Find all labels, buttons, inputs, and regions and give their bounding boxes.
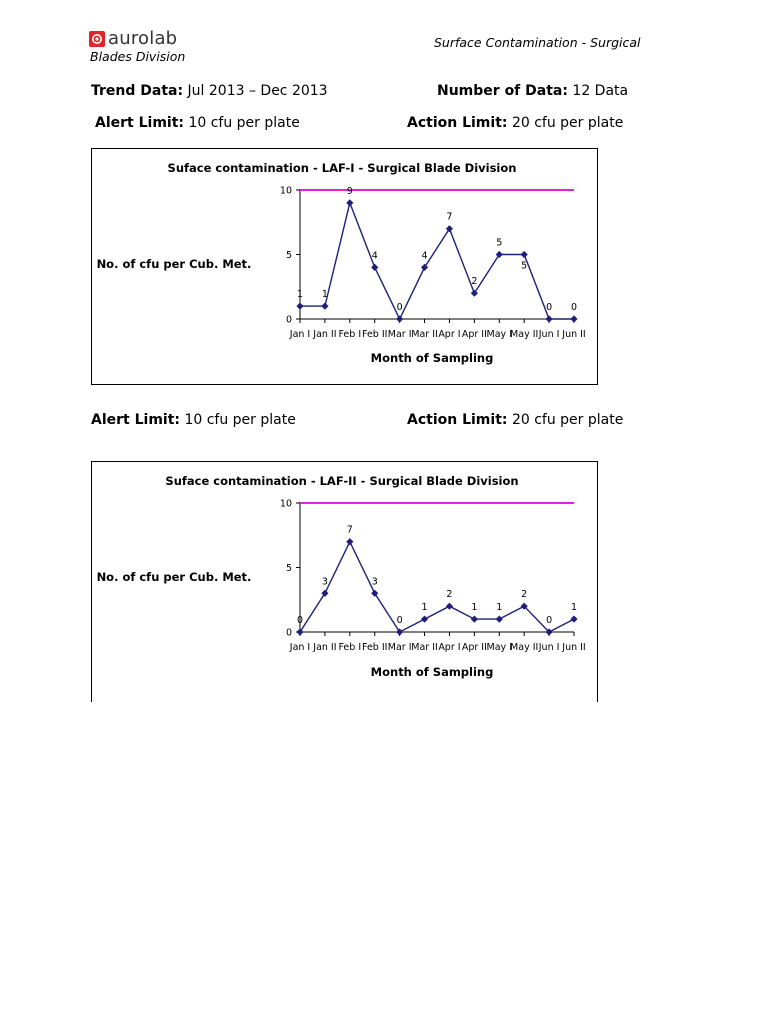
number-of-data-label: Number of Data: [437,83,568,99]
data-label: 0 [546,615,553,626]
x-tick-label: Feb II [362,642,388,653]
data-label: 4 [421,250,428,262]
data-point [496,616,503,623]
data-label: 0 [570,302,578,313]
data-point [296,628,303,635]
x-tick-label: Mar I [387,329,412,340]
y-tick-label: 10 [279,498,292,510]
x-tick-label: Jan II [313,329,337,340]
x-tick-label: Apr II [461,642,487,653]
alert-limit-value: 10 cfu per plate [188,115,300,131]
y-axis-label: No. of cfu per Cub. Met. [96,570,252,584]
data-point [396,628,403,635]
data-point [346,199,353,206]
alert-limit-label: Alert Limit: [91,412,180,428]
data-point [471,290,478,297]
x-axis-label: Month of Sampling [370,351,494,365]
logo-text: aurolab [108,28,178,49]
action-limit-1 [407,115,623,131]
action-limit-value: 20 cfu per plate [511,412,624,428]
data-label: 1 [421,602,428,614]
data-point [296,303,303,310]
x-tick-label: May II [510,642,539,653]
action-limit-label: Action Limit: [407,412,508,428]
x-tick-label: Jun I [538,642,560,653]
alert-limit-1 [95,115,300,131]
data-point [545,315,552,322]
y-axis-label: No. of cfu per Cub. Met. [96,257,252,271]
data-point [371,264,378,271]
y-tick-label: 5 [285,250,292,261]
data-point [346,538,353,545]
data-point [321,590,328,597]
division-name: Blades Division [90,49,186,64]
y-tick-label: 0 [285,627,292,639]
data-point [396,315,403,322]
data-label: 2 [446,589,453,601]
data-point [570,616,577,623]
x-tick-label: Jan I [289,642,311,653]
trend-data-value: Jul 2013 – Dec 2013 [187,83,328,99]
x-tick-label: Jan I [289,329,311,340]
data-label: 1 [496,602,503,614]
series-line [300,542,574,632]
data-point [521,251,528,258]
chart-laf-2 [91,461,598,702]
alert-limit-value: 10 cfu per plate [184,412,296,428]
x-tick-label: Mar II [411,329,438,340]
company-logo [89,28,177,49]
x-tick-label: May I [486,642,513,653]
number-of-data [437,83,628,99]
data-point [371,590,378,597]
data-point [421,264,428,271]
data-label: 5 [521,260,528,272]
x-tick-label: Feb II [362,329,388,340]
x-tick-label: Jun II [562,329,586,340]
data-label: 0 [546,302,553,313]
x-tick-label: Mar I [387,642,412,653]
trend-data-label: Trend Data: [91,83,184,99]
x-tick-label: Apr I [438,642,461,653]
alert-limit-2 [91,412,296,428]
x-tick-label: Apr I [438,329,461,340]
data-point [496,251,503,258]
data-label: 1 [570,602,578,614]
data-label: 1 [296,289,304,301]
data-label: 3 [371,576,378,588]
x-tick-label: Apr II [461,329,487,340]
chart-laf-2-plot [92,462,597,702]
data-label: 3 [321,576,328,588]
data-label: 9 [346,185,353,197]
x-tick-label: Jan II [313,642,337,653]
action-limit-2 [407,412,623,428]
data-point [421,616,428,623]
x-tick-label: Jun II [562,642,586,653]
alert-limit-label: Alert Limit: [95,115,184,131]
x-tick-label: May I [486,329,513,340]
document-title: Surface Contamination - Surgical [434,35,641,50]
data-label: 5 [496,237,503,249]
x-tick-label: Mar II [411,642,438,653]
data-label: 2 [471,276,478,288]
data-label: 7 [346,524,353,536]
data-label: 0 [396,615,403,626]
data-label: 1 [321,289,328,301]
chart-title: Suface contamination - LAF-II - Surgical Blade Division [165,474,519,488]
trend-data [91,83,328,99]
data-point [446,225,453,232]
chart-laf-1-plot [92,149,597,384]
action-limit-value: 20 cfu per plate [511,115,624,131]
x-tick-label: Feb I [338,329,362,340]
x-tick-label: May II [510,329,539,340]
data-point [321,303,328,310]
x-tick-label: Feb I [338,642,362,653]
chart-title: Suface contamination - LAF-I - Surgical Blade Division [167,161,517,175]
series-line [300,203,574,319]
data-label: 2 [521,589,528,601]
logo-icon [89,31,105,47]
x-tick-label: Jun I [538,329,560,340]
y-tick-label: 5 [285,563,292,574]
data-label: 4 [371,250,378,262]
data-point [570,315,577,322]
data-label: 0 [296,615,304,626]
action-limit-label: Action Limit: [407,115,508,131]
data-label: 1 [471,602,478,614]
y-tick-label: 0 [285,314,292,326]
chart-laf-1 [91,148,598,385]
number-of-data-value: 12 Data [572,83,629,99]
data-point [471,616,478,623]
data-label: 7 [446,211,453,223]
data-point [446,603,453,610]
x-axis-label: Month of Sampling [370,665,494,679]
data-label: 0 [396,302,403,313]
y-tick-label: 10 [279,185,292,197]
